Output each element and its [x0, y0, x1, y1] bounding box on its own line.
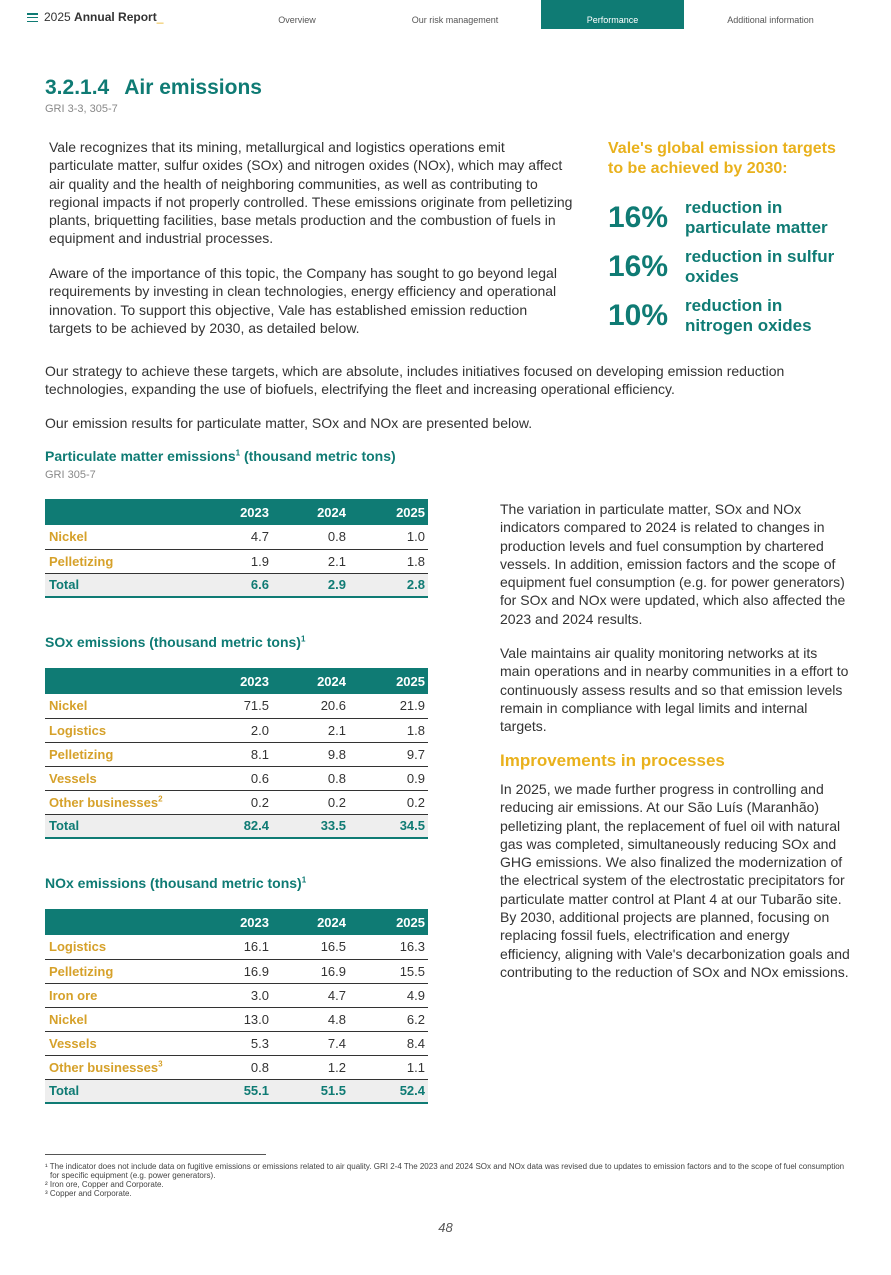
- report-title[interactable]: [44, 10, 163, 24]
- cell: 2.1: [272, 549, 349, 573]
- header-cell: [45, 668, 202, 694]
- footnote-2: ² Iron ore, Copper and Corporate.: [45, 1180, 164, 1189]
- target-particulate: [608, 196, 845, 240]
- cell: 1.1: [349, 1055, 428, 1079]
- cell: 1.9: [202, 549, 272, 573]
- cell: 2.1: [272, 718, 349, 742]
- footnote-1: ¹ The indicator does not include data on fugitive emissions or emissions related to air quality. GRI 2-4 The 2023 and 2024 SOx and NOx data was revised due to updates to emission factors and to the scope of fuel consumption for specific equipment (e.g. power generators).: [45, 1162, 845, 1180]
- cell: 3.0: [202, 983, 272, 1007]
- cell: 52.4: [349, 1079, 428, 1103]
- header-cell: [45, 909, 202, 935]
- cell: 1.0: [349, 525, 428, 549]
- table-row: [45, 766, 428, 790]
- improvements-heading: Improvements in processes: [500, 751, 725, 770]
- header-cell: 2025: [349, 909, 428, 935]
- row-label-text: Other businesses: [49, 794, 159, 810]
- cell: 0.8: [272, 766, 349, 790]
- cell: 1.2: [272, 1055, 349, 1079]
- row-label: Logistics: [45, 935, 202, 959]
- target-label: reduction in nitrogen oxides: [685, 296, 812, 335]
- cell: 4.8: [272, 1007, 349, 1031]
- row-label: Pelletizing: [45, 549, 202, 573]
- row-label: Pelletizing: [45, 742, 202, 766]
- cell: 0.6: [202, 766, 272, 790]
- cell: 9.8: [272, 742, 349, 766]
- header-cell: 2025: [349, 668, 428, 694]
- target-nitrogen: [608, 294, 845, 338]
- header-cell: [45, 499, 202, 525]
- pm-gri-reference: GRI 305-7: [45, 469, 96, 481]
- table-row: [45, 959, 428, 983]
- cell: 2.8: [349, 573, 428, 597]
- target-value: 16%: [608, 201, 669, 234]
- cell: 20.6: [272, 694, 349, 718]
- table-row: [45, 549, 428, 573]
- row-label: Nickel: [45, 1007, 202, 1031]
- cell: 71.5: [202, 694, 272, 718]
- table-row: [45, 983, 428, 1007]
- cell: 8.1: [202, 742, 272, 766]
- cell: 0.8: [202, 1055, 272, 1079]
- page-number: 48: [438, 1220, 453, 1235]
- header-cell: 2024: [272, 499, 349, 525]
- footnote-ref[interactable]: 3: [158, 1059, 163, 1069]
- table-row: [45, 1007, 428, 1031]
- cell: 16.5: [272, 935, 349, 959]
- target-value: 10%: [608, 299, 669, 332]
- cell: 16.1: [202, 935, 272, 959]
- cell: 16.3: [349, 935, 428, 959]
- total-row: [45, 1079, 428, 1103]
- row-label: [45, 1055, 202, 1079]
- cell: 4.7: [202, 525, 272, 549]
- cell: 16.9: [272, 959, 349, 983]
- header-cell: 2023: [202, 909, 272, 935]
- nox-title-text: NOx emissions (thousand metric tons): [45, 875, 302, 891]
- cell: 0.9: [349, 766, 428, 790]
- nox-emissions-table: [45, 909, 428, 1104]
- sox-title-footnote-ref[interactable]: 1: [300, 634, 306, 644]
- cell: 34.5: [349, 814, 428, 838]
- title-cursor: _: [156, 10, 164, 24]
- results-intro-paragraph: Our emission results for particulate matter, SOx and NOx are presented below.: [45, 415, 533, 431]
- row-label: Total: [45, 573, 202, 597]
- intro-paragraph-2: Aware of the importance of this topic, the Company has sought to go beyond legal requirements by investing in clean technologies, energy efficiency and operational innovation. To support this objective, Vale has established emission reduction targets to be achieved by 2030, as detailed below.: [49, 265, 557, 336]
- table-row: [45, 790, 428, 814]
- table-row: [45, 1055, 428, 1079]
- total-row: [45, 814, 428, 838]
- nox-title-footnote-ref[interactable]: 1: [301, 875, 307, 885]
- cell: 4.9: [349, 983, 428, 1007]
- strategy-paragraph: Our strategy to achieve these targets, which are absolute, includes initiatives focused on developing emission reduction technologies, expanding the use of biofuels, electrifying the fleet and increasing operational efficiency.: [45, 363, 785, 398]
- row-label: Vessels: [45, 766, 202, 790]
- footnote-ref[interactable]: 2: [158, 794, 163, 804]
- row-label-text: Other businesses: [49, 1059, 159, 1075]
- cell: 21.9: [349, 694, 428, 718]
- table-header-row: [45, 499, 428, 525]
- cell: 1.8: [349, 549, 428, 573]
- monitoring-paragraph: Vale maintains air quality monitoring networks at its main operations and in nearby communities in a effort to continuously assess results and so that emission levels remain in compliance with legal limits and internal targets.: [500, 645, 849, 735]
- cell: 1.8: [349, 718, 428, 742]
- header-cell: 2023: [202, 499, 272, 525]
- cell: 0.2: [272, 790, 349, 814]
- cell: 2.0: [202, 718, 272, 742]
- header-cell: 2024: [272, 909, 349, 935]
- table-header-row: [45, 909, 428, 935]
- footnote-divider: [45, 1154, 266, 1155]
- cell: 7.4: [272, 1031, 349, 1055]
- target-sulfur: [608, 245, 845, 289]
- row-label: Iron ore: [45, 983, 202, 1007]
- pm-title-text: Particulate matter emissions: [45, 448, 236, 464]
- cell: 4.7: [272, 983, 349, 1007]
- improvements-paragraph: In 2025, we made further progress in controlling and reducing air emissions. At our São Luís (Maranhão) pelletizing plant, the replacement of fuel oil with natural gas was completed, simultaneously reducing SOx and GHG emissions. We also finalized the modernization of the electrical system of the electrostatic precipitators for particulate matter control at Plant 4 at our Tubarão site. By 2030, additional projects are planned, focusing on replacing fossil fuels, electrification and energy efficiency, aligning with Vale's decarbonization goals and contributing to the reduction of SOx and NOx emissions.: [500, 781, 850, 980]
- pm-title-unit: (thousand metric tons): [240, 448, 396, 464]
- target-label: reduction in particulate matter: [685, 198, 828, 237]
- intro-paragraph-1: Vale recognizes that its mining, metallurgical and logistics operations emit particulate matter, sulfur oxides (SOx) and nitrogen oxides (NOx), which may affect air quality and the health of neighboring communities, as well as contributing to regional impacts if not properly controlled. These emissions originate from pelletizing plants, briquetting facilities, base metals production and the combustion of fuels in equipment and industrial processes.: [49, 139, 573, 247]
- row-label: Nickel: [45, 525, 202, 549]
- target-value: 16%: [608, 250, 669, 283]
- row-label: Nickel: [45, 694, 202, 718]
- variation-paragraph: The variation in particulate matter, SOx and NOx indicators compared to 2024 is related to changes in production levels and fuel consumption by chartered vessels. In addition, emission factors and the scope of equipment fuel consumption (e.g. for power generators) for SOx and NOx were updated, which also affected the 2023 and 2024 results.: [500, 501, 846, 627]
- report-name: Annual Report: [74, 10, 157, 24]
- table-row: [45, 1031, 428, 1055]
- cell: 2.9: [272, 573, 349, 597]
- pm-title-footnote-ref[interactable]: 1: [235, 448, 241, 458]
- table-row: [45, 525, 428, 549]
- pm-emissions-table: [45, 499, 428, 598]
- cell: 8.4: [349, 1031, 428, 1055]
- section-heading: [45, 76, 262, 100]
- cell: 5.3: [202, 1031, 272, 1055]
- total-row: [45, 573, 428, 597]
- table-row: [45, 742, 428, 766]
- row-label: Vessels: [45, 1031, 202, 1055]
- sox-emissions-table: [45, 668, 428, 839]
- cell: 15.5: [349, 959, 428, 983]
- sox-table-title: [45, 634, 305, 650]
- row-label: Total: [45, 1079, 202, 1103]
- row-label: Logistics: [45, 718, 202, 742]
- hamburger-menu-icon[interactable]: [27, 13, 38, 22]
- row-label: Total: [45, 814, 202, 838]
- sox-title-text: SOx emissions (thousand metric tons): [45, 634, 301, 650]
- cell: 33.5: [272, 814, 349, 838]
- cell: 51.5: [272, 1079, 349, 1103]
- cell: 55.1: [202, 1079, 272, 1103]
- cell: 6.6: [202, 573, 272, 597]
- cell: 9.7: [349, 742, 428, 766]
- cell: 16.9: [202, 959, 272, 983]
- tab-overview[interactable]: Overview: [278, 15, 316, 25]
- table-row: [45, 935, 428, 959]
- tab-additional-information[interactable]: Additional information: [727, 15, 814, 25]
- table-row: [45, 718, 428, 742]
- header-cell: 2024: [272, 668, 349, 694]
- report-year: 2025: [44, 10, 71, 24]
- section-title: Air emissions: [124, 76, 262, 99]
- cell: 6.2: [349, 1007, 428, 1031]
- cell: 0.2: [202, 790, 272, 814]
- footnotes: [45, 1162, 845, 1198]
- cell: 82.4: [202, 814, 272, 838]
- cell: 0.2: [349, 790, 428, 814]
- header-cell: 2025: [349, 499, 428, 525]
- pm-table-title: [45, 448, 396, 464]
- row-label: [45, 790, 202, 814]
- footnote-3: ³ Copper and Corporate.: [45, 1189, 132, 1198]
- cell: 13.0: [202, 1007, 272, 1031]
- top-navigation-bar: [0, 0, 891, 30]
- section-number: 3.2.1.4: [45, 76, 110, 99]
- row-label: Pelletizing: [45, 959, 202, 983]
- nox-table-title: [45, 875, 306, 891]
- cell: 0.8: [272, 525, 349, 549]
- tab-our-risk-management[interactable]: Our risk management: [411, 15, 499, 25]
- table-header-row: [45, 668, 428, 694]
- table-row: [45, 694, 428, 718]
- targets-heading: Vale's global emission targets to be achieved by 2030:: [608, 140, 836, 177]
- header-cell: 2023: [202, 668, 272, 694]
- section-gri-reference: GRI 3-3, 305-7: [45, 103, 118, 115]
- target-label: reduction in sulfur oxides: [685, 247, 835, 286]
- tab-performance[interactable]: Performance: [541, 0, 684, 29]
